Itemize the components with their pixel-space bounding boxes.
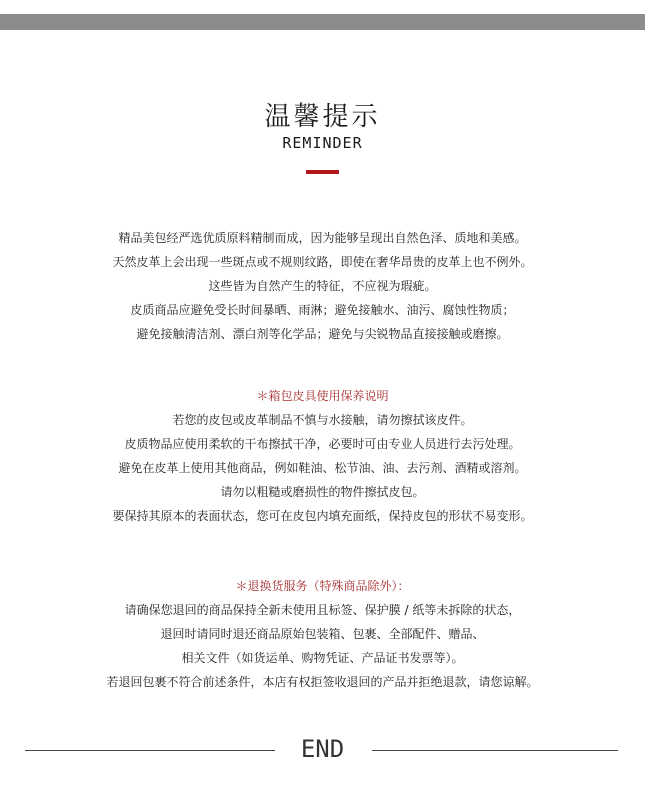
returns-line: 若退回包裹不符合前述条件，本店有权拒签收退回的产品并拒绝退款，请您谅解。 [106, 675, 539, 689]
page-subtitle: REMINDER [282, 134, 363, 152]
intro-section [0, 226, 645, 346]
returns-heading: ＊退换货服务（特殊商品除外）： [235, 579, 410, 593]
end-label: END [300, 735, 345, 763]
care-line: 若您的皮包或皮革制品不慎与水接触，请勿擦拭该皮件。 [172, 413, 473, 427]
page-title: 温馨提示 [264, 102, 381, 132]
care-section [0, 384, 645, 528]
intro-line: 精品美包经严选优质原料精制而成，因为能够呈现出自然色泽、质地和美感。 [118, 231, 527, 245]
returns-line: 退回时请同时退还商品原始包装箱、包裹、全部配件、赠品、 [160, 627, 485, 641]
intro-line: 避免接触清洁剂、漂白剂等化学品；避免与尖锐物品直接接触或磨擦。 [136, 327, 509, 341]
end-divider-right [372, 750, 618, 751]
intro-line: 皮质商品应避免受长时间暴晒、雨淋；避免接触水、油污、腐蚀性物质； [130, 303, 515, 317]
title-accent-line [306, 170, 339, 174]
returns-line: 请确保您退回的商品保持全新未使用且标签、保护膜 / 纸等未拆除的状态， [124, 603, 521, 617]
returns-section [0, 574, 645, 694]
intro-line: 这些皆为自然产生的特征，不应视为瑕疵。 [208, 279, 437, 293]
care-line: 避免在皮革上使用其他商品，例如鞋油、松节油、油、去污剂、酒精或溶剂。 [118, 461, 527, 475]
care-line: 要保持其原本的表面状态，您可在皮包内填充面纸，保持皮包的形状不易变形。 [112, 509, 533, 523]
intro-line: 天然皮革上会出现一些斑点或不规则纹路，即使在奢华昂贵的皮革上也不例外。 [112, 255, 533, 269]
care-line: 请勿以粗糙或磨损性的物件擦拭皮包。 [220, 485, 425, 499]
returns-line: 相关文件（如货运单、购物凭证、产品证书发票等）。 [181, 651, 464, 665]
top-divider-bar [0, 14, 645, 30]
care-heading: ＊箱包皮具使用保养说明 [256, 389, 389, 403]
care-line: 皮质物品应使用柔软的干布擦拭干净，必要时可由专业人员进行去污处理。 [124, 437, 521, 451]
